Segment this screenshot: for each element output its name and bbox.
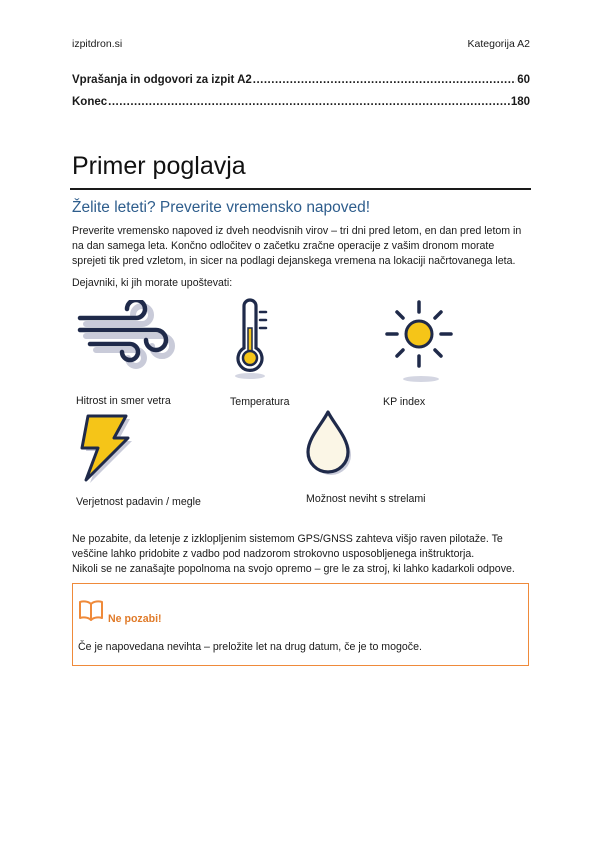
intro-line: na dan samega leta. Končno odločitev o začetku zračne operacije z vašim dronom morate bbox=[72, 240, 495, 252]
category-label: Kategorija A2 bbox=[467, 38, 530, 50]
notes-paragraph bbox=[72, 532, 532, 577]
notes-line: Nikoli se ne zanašajte popolnoma na svojo opremo – gre le za stroj, ki lahko kadarkoli odpove. bbox=[72, 563, 515, 575]
section-subtitle: Želite leteti? Preverite vremensko napoved! bbox=[72, 199, 371, 216]
lightning-icon bbox=[74, 410, 134, 485]
heading-divider bbox=[70, 188, 531, 190]
toc-entry[interactable] bbox=[72, 74, 530, 86]
toc-entry-page: 180 bbox=[510, 96, 530, 108]
factor-label-temperature: Temperatura bbox=[230, 396, 290, 408]
notes-line: Ne pozabite, da letenje z izklopljenim sistemom GPS/GNSS zahteva višjo raven pilotaže. Te bbox=[72, 533, 503, 545]
toc-entry-label: Vprašanja in odgovori za izpit A2 bbox=[72, 74, 252, 86]
raindrop-icon bbox=[300, 408, 360, 476]
toc-leader bbox=[253, 74, 516, 86]
intro-line: Preverite vremensko napoved iz dveh neodvisnih virov – tri dni pred letom, en dan pred letom in bbox=[72, 225, 522, 237]
toc-entry-page: 60 bbox=[517, 74, 530, 86]
toc-leader bbox=[108, 96, 510, 108]
notes-line: veščine lahko pridobite z vadbo pod nadzorom strokovno usposobljenega inštruktorja. bbox=[72, 548, 475, 560]
wind-icon bbox=[76, 300, 186, 375]
book-icon bbox=[78, 599, 104, 621]
factors-heading: Dejavniki, ki jih morate upoštevati: bbox=[72, 277, 233, 289]
factor-label-wind: Hitrost in smer vetra bbox=[76, 395, 171, 407]
intro-paragraph bbox=[72, 224, 532, 269]
toc-entry-label: Konec bbox=[72, 96, 108, 108]
factor-label-kp-index: KP index bbox=[383, 396, 426, 408]
factor-label-precipitation: Verjetnost padavin / megle bbox=[76, 496, 201, 508]
callout-title: Ne pozabi! bbox=[108, 613, 162, 625]
thermometer-icon bbox=[228, 298, 278, 380]
site-name: izpitdron.si bbox=[72, 38, 123, 50]
chapter-title: Primer poglavja bbox=[72, 152, 246, 180]
factor-label-thunderstorm: Možnost neviht s strelami bbox=[306, 493, 426, 505]
sun-icon bbox=[381, 298, 457, 384]
toc-entry[interactable] bbox=[72, 96, 530, 108]
callout-text: Če je napovedana nevihta – preložite let na drug datum, če je to mogoče. bbox=[78, 641, 422, 653]
intro-line: sprejeti tik pred vzletom, in sicer na podlagi dejanskega vremena na lokaciji načrtovanega leta. bbox=[72, 255, 516, 267]
